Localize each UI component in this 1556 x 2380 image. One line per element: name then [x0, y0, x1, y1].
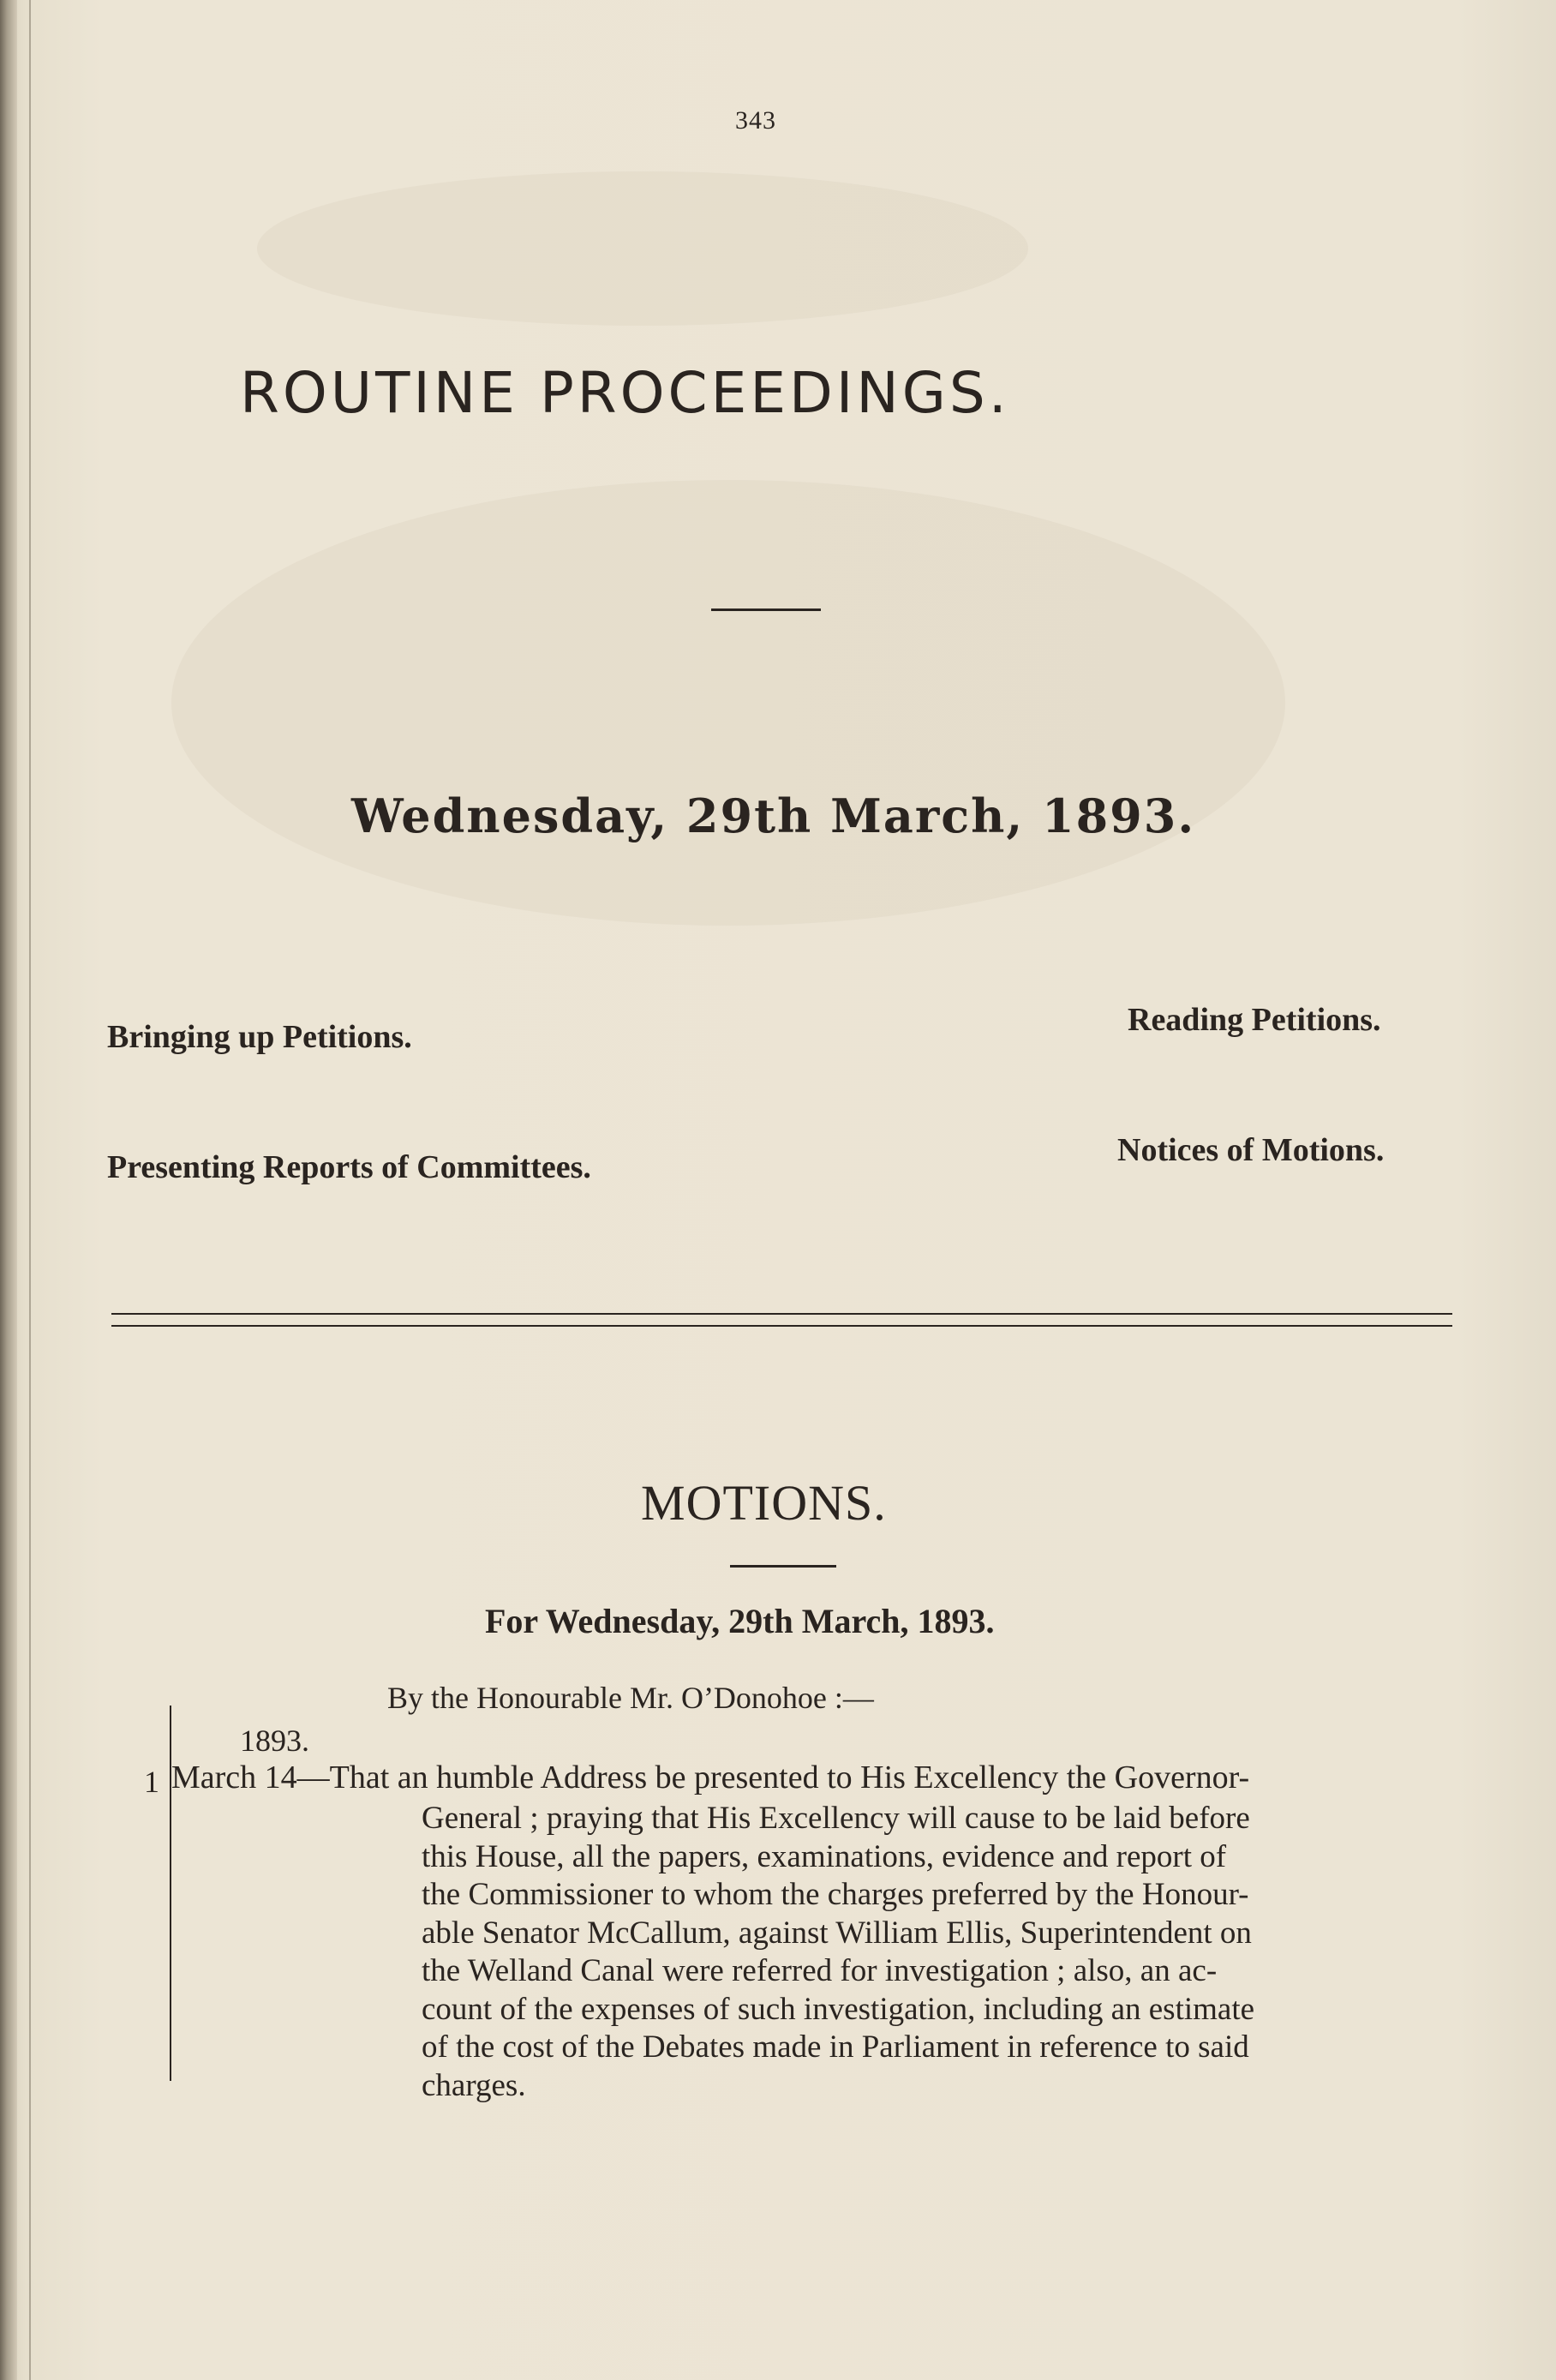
motion-line: the Commissioner to whom the charges preferred by the Honour-	[422, 1877, 1249, 1912]
motions-for-date: For Wednesday, 29th March, 1893.	[485, 1602, 995, 1640]
page-binding-edge	[0, 0, 17, 2380]
motion-line: the Welland Canal were referred for investigation ; also, an ac-	[422, 1953, 1218, 1988]
motion-line: of the cost of the Debates made in Parliament in reference to said	[422, 2029, 1249, 2065]
motion-text	[422, 1800, 1475, 2105]
page-number: 343	[735, 106, 776, 135]
motion-first-line: March 14—That an humble Address be presented to His Excellency the Governor-	[171, 1760, 1250, 1795]
section-divider	[111, 1313, 1452, 1327]
motion-line: General ; praying that His Excellency will cause to be laid before	[422, 1801, 1250, 1836]
motions-rule	[730, 1565, 836, 1568]
spine-shadow	[29, 0, 31, 2380]
motion-line: charges.	[422, 2067, 526, 2103]
page-title: ROUTINE PROCEEDINGS.	[240, 360, 1010, 426]
bleed-through-stain	[171, 480, 1285, 926]
routine-item-presenting-reports: Presenting Reports of Committees.	[107, 1149, 591, 1185]
motion-year: 1893.	[240, 1724, 309, 1758]
routine-item-notices-of-motions: Notices of Motions.	[1117, 1132, 1385, 1168]
routine-item-bringing-up-petitions: Bringing up Petitions.	[107, 1019, 412, 1055]
motions-heading: MOTIONS.	[641, 1475, 887, 1531]
motion-line: this House, all the papers, examinations, evidence and report of	[422, 1838, 1227, 1874]
sitting-date: Wednesday, 29th March, 1893.	[351, 788, 1196, 843]
motion-line: able Senator McCallum, against William Ellis, Superintendent on	[422, 1915, 1252, 1951]
bleed-through-stain	[257, 171, 1028, 326]
motion-number: 1	[144, 1765, 159, 1799]
routine-item-reading-petitions: Reading Petitions.	[1128, 1002, 1381, 1038]
motion-line: count of the expenses of such investigation, including an estimate	[422, 1991, 1255, 2027]
motion-mover: By the Honourable Mr. O’Donohoe :—	[387, 1681, 874, 1715]
title-rule	[711, 608, 821, 611]
